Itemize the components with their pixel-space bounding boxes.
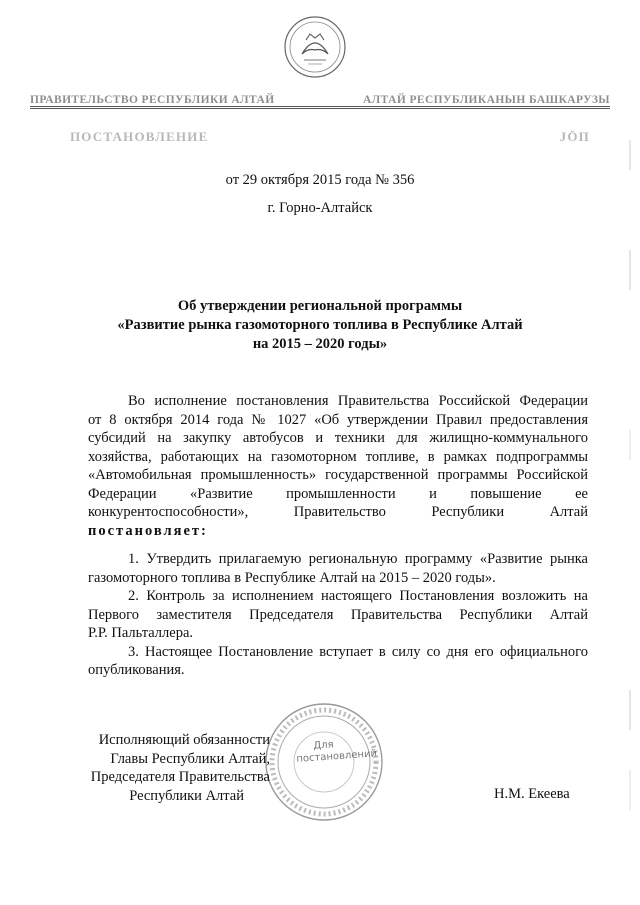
item-2-line: Первого заместителя Председателя Правительства Республики Алтай — [88, 606, 588, 623]
header-right-text: АЛТАЙ РЕСПУБЛИКАНЫН БАШКАРУЗЫ — [362, 94, 610, 106]
scan-margin-marks — [626, 130, 634, 830]
preamble-line: субсидий на закупку автобусов и техники для жилищно-коммунального — [88, 430, 588, 446]
signatory-line-1: Исполняющий обязанности — [98, 732, 270, 748]
preamble-line: Во исполнение постановления Правительства Российской Федерации — [128, 393, 588, 409]
preamble-line: Федерации «Развитие промышленности и повышение ее — [88, 485, 588, 502]
preamble-line: хозяйства, работающих на газомоторном топливе, в рамках подпрограммы — [88, 448, 588, 465]
item-1-line: 1. Утвердить прилагаемую региональную программу «Развитие рынка — [128, 551, 588, 567]
document-header — [30, 84, 610, 106]
item-1-line: газомоторного топлива в Республике Алтай на 2015 – 2020 годы». — [88, 569, 496, 586]
signatory-line-4: Республики Алтай — [129, 787, 244, 804]
document-title — [80, 297, 560, 354]
item-3-line: опубликования. — [88, 662, 185, 678]
decree-items — [88, 550, 588, 680]
date-line: от 29 октября 2015 года № 356 — [225, 172, 415, 188]
stamp-line-2: постановлений — [296, 748, 378, 765]
preamble-paragraph — [88, 392, 588, 540]
signatory-line-2: Главы Республики Алтай, — [110, 750, 270, 767]
item-2-line: 2. Контроль за исполнением настоящего Постановления возложить на — [128, 588, 588, 604]
title-line-3: на 2015 – 2020 годы» — [252, 336, 388, 352]
item-3-line: 3. Настоящее Постановление вступает в силу со дня его официального — [128, 643, 588, 660]
resolves-word: постановляет: — [88, 522, 208, 539]
preamble-line: «Автомобильная промышленность» государственной программы Российской — [88, 467, 588, 483]
stamp-text — [295, 738, 378, 766]
signatory-title — [70, 731, 270, 805]
decree-type-right: ЈӦП — [559, 129, 590, 144]
signatory-line-3: Председателя Правительства — [90, 769, 270, 785]
title-line-1: Об утверждении региональной программы — [177, 298, 463, 314]
title-line-2: «Развитие рынка газомоторного топлива в Республике Алтай — [117, 317, 523, 333]
coat-of-arms-icon — [282, 14, 348, 80]
decree-type-left: ПОСТАНОВЛЕНИЕ — [70, 129, 209, 144]
item-2-line: Р.Р. Пальталлера. — [88, 625, 194, 641]
decree-type-row — [70, 126, 590, 148]
stamp-line-1: Для — [313, 739, 335, 752]
header-left-text: ПРАВИТЕЛЬСТВО РЕСПУБЛИКИ АЛТАЙ — [30, 94, 275, 106]
header-divider — [30, 106, 610, 109]
preamble-line: от 8 октября 2014 года № 1027 «Об утверждении Правил предоставления — [88, 411, 588, 428]
signatory-name: Н.М. Екеева — [494, 786, 570, 802]
city-line: г. Горно-Алтайск — [267, 200, 373, 216]
preamble-line: конкурентоспособности», Правительство Республики Алтай — [88, 504, 588, 520]
